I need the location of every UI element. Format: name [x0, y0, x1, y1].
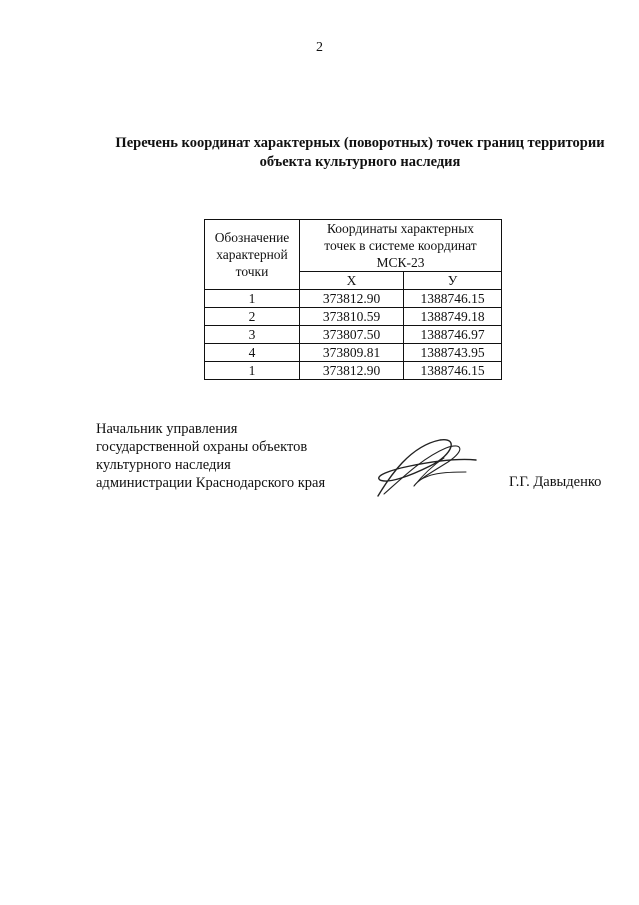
point-label-header-line-2: характерной [216, 247, 288, 262]
coordinates-header-line-3: МСК-23 [376, 255, 425, 270]
signatory-position [96, 420, 325, 492]
y-cell: 1388746.97 [404, 326, 502, 344]
page-number: 2 [316, 40, 323, 55]
x-cell: 373809.81 [300, 344, 404, 362]
table-row [205, 308, 502, 326]
y-cell: 1388746.15 [404, 290, 502, 308]
position-line-3: культурного наследия [96, 457, 231, 473]
position-line-1: Начальник управления [96, 421, 238, 437]
y-cell: 1388743.95 [404, 344, 502, 362]
position-line-2: государственной охраны объектов [96, 439, 308, 455]
title-line-1: Перечень координат характерных (поворотных) точек границ территории [115, 135, 605, 151]
point-cell: 1 [205, 362, 300, 380]
point-cell: 4 [205, 344, 300, 362]
point-cell: 3 [205, 326, 300, 344]
point-cell: 2 [205, 308, 300, 326]
signer-name: Г.Г. Давыденко [509, 474, 602, 490]
point-label-header-line-3: точки [235, 264, 269, 279]
x-cell: 373810.59 [300, 308, 404, 326]
position-line-4: администрации Краснодарского края [96, 475, 326, 491]
document-title [60, 134, 639, 172]
coordinates-header-line-1: Координаты характерных [326, 221, 475, 236]
title-line-2: объекта культурного наследия [259, 154, 461, 170]
coordinates-header-line-2: точек в системе координат [324, 238, 477, 253]
x-cell: 373812.90 [300, 290, 404, 308]
x-column-header: Х [300, 272, 404, 290]
x-cell: 373807.50 [300, 326, 404, 344]
table-row [205, 344, 502, 362]
coordinates-table [204, 219, 502, 380]
table-row [205, 326, 502, 344]
x-cell: 373812.90 [300, 362, 404, 380]
table-row [205, 362, 502, 380]
y-cell: 1388749.18 [404, 308, 502, 326]
point-label-header-line-1: Обозначение [214, 230, 290, 245]
table-row [205, 290, 502, 308]
point-cell: 1 [205, 290, 300, 308]
coordinates-header [300, 220, 502, 272]
y-cell: 1388746.15 [404, 362, 502, 380]
point-label-header [205, 220, 300, 290]
handwritten-signature [370, 436, 480, 498]
y-column-header: У [404, 272, 502, 290]
